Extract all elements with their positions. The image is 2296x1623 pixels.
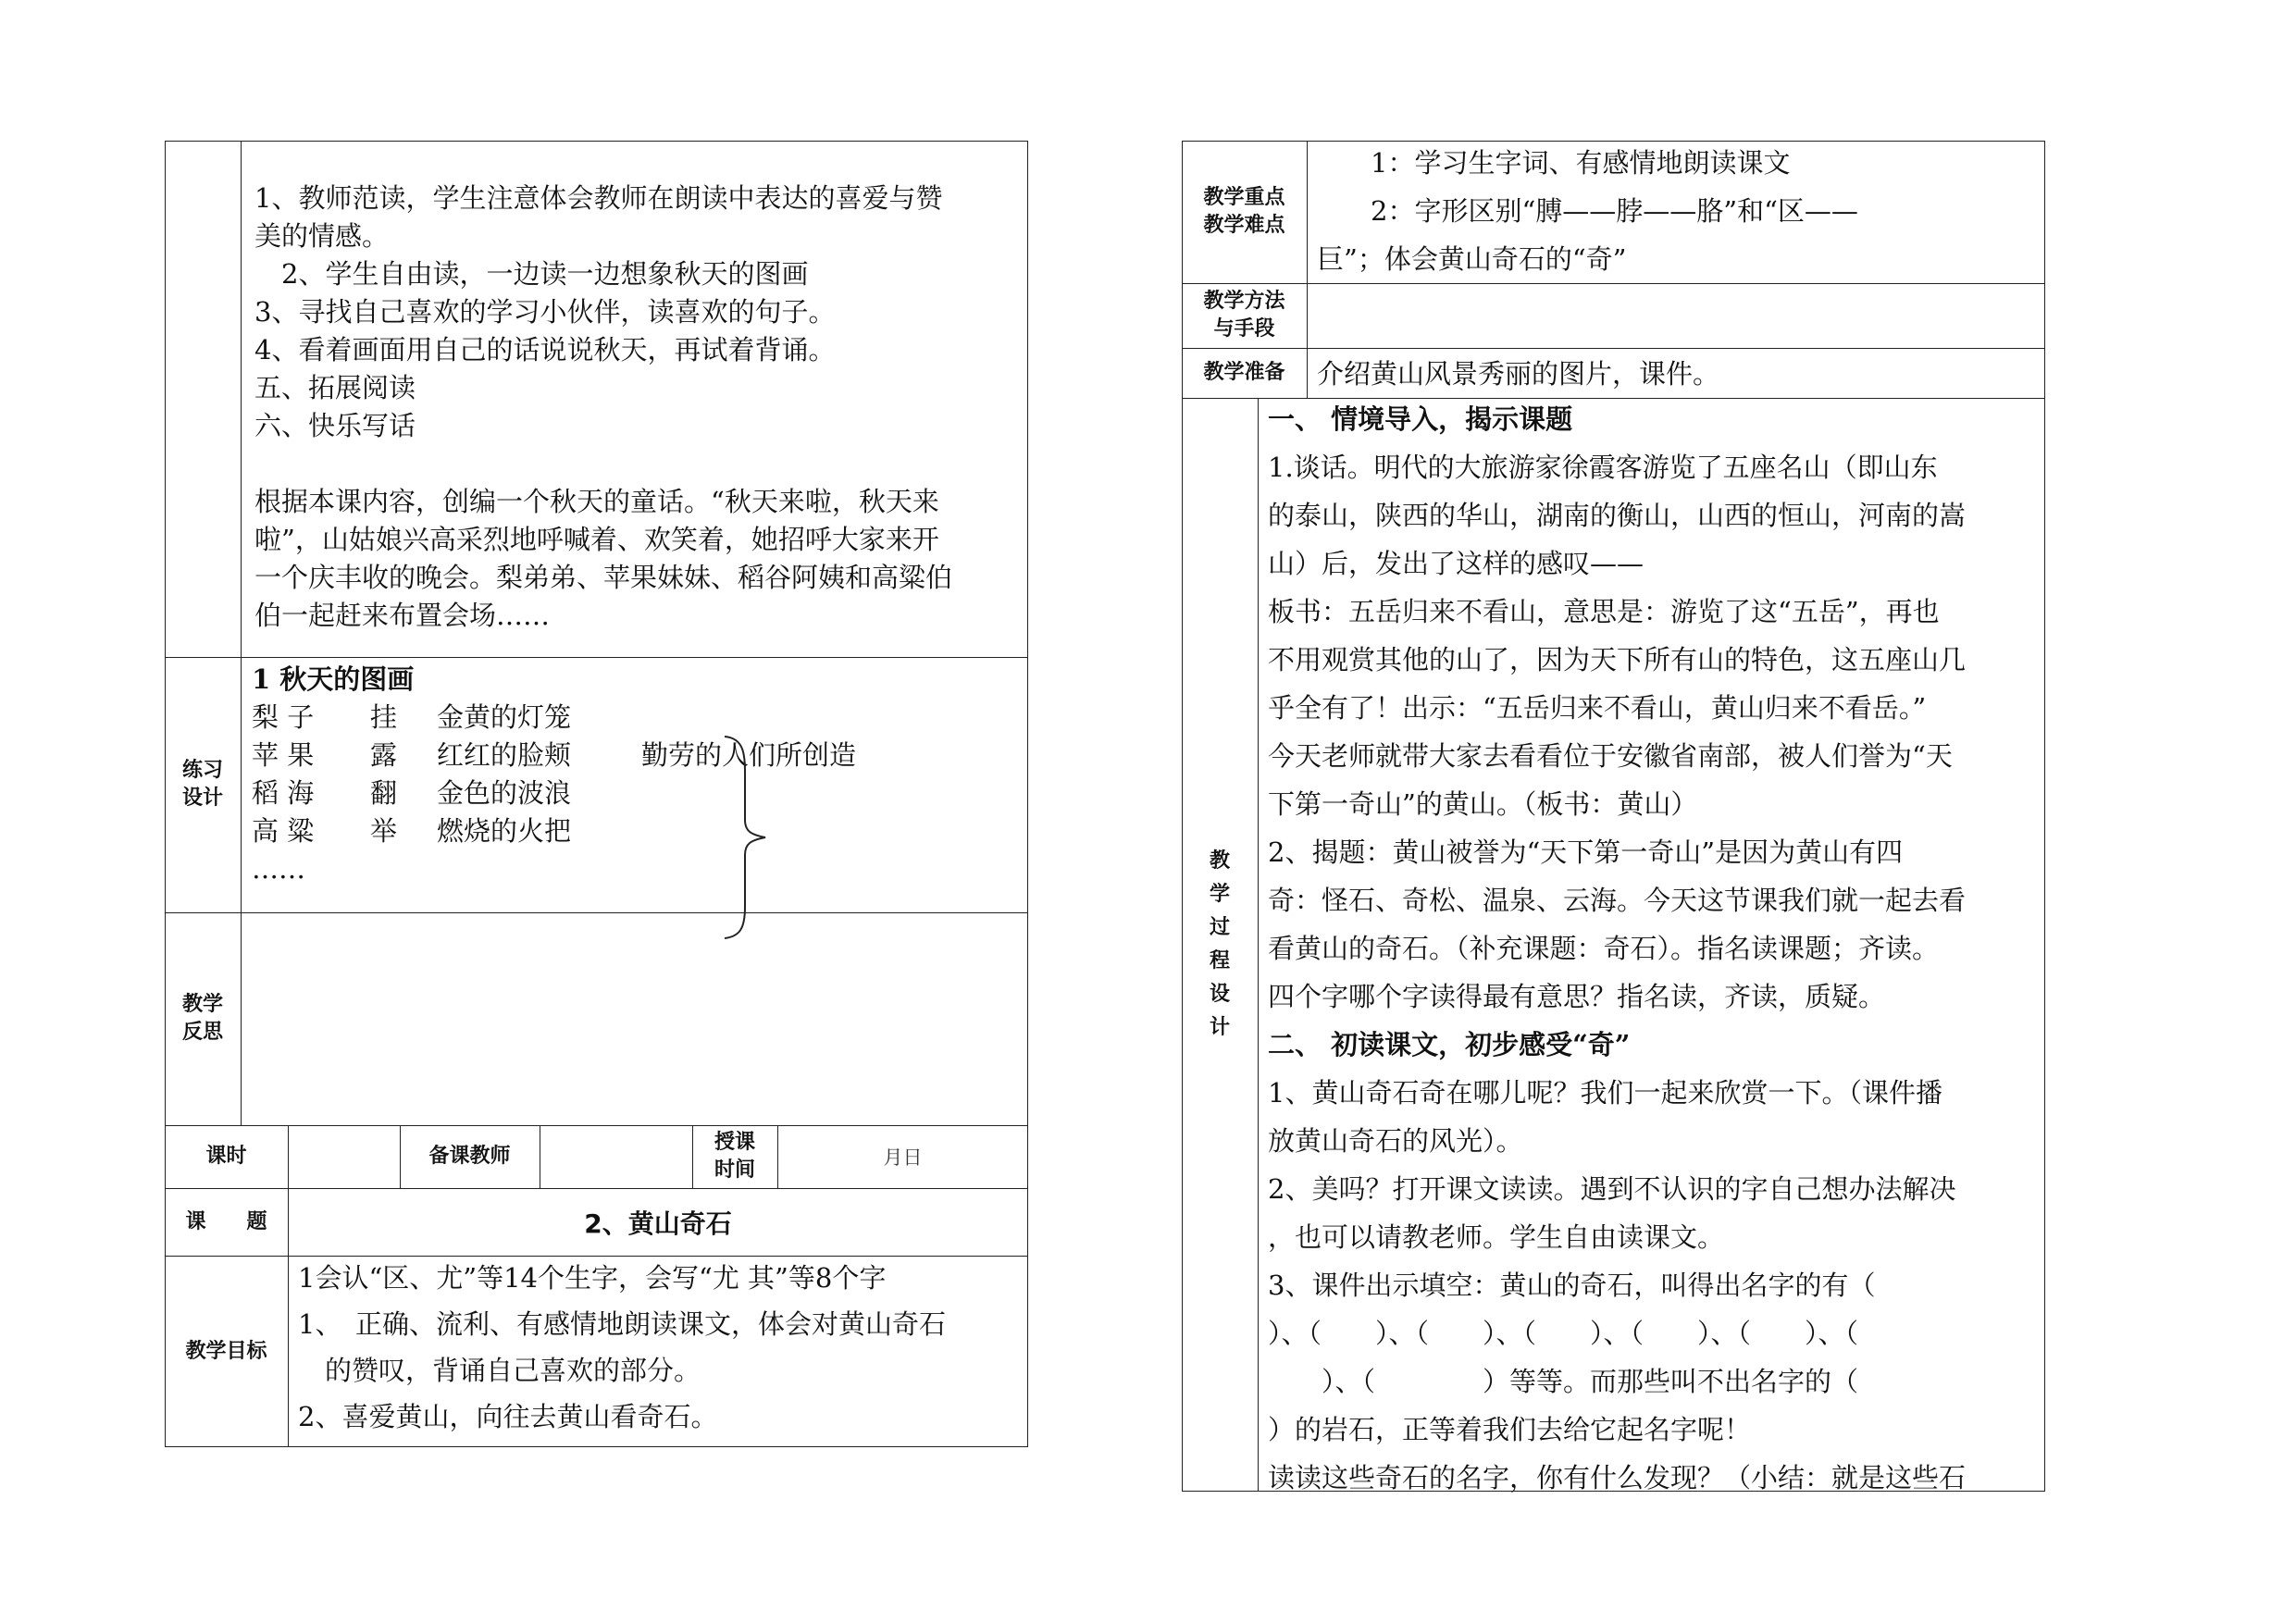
text-line: 1、教师范读，学生注意体会教师在朗读中表达的喜爱与赞: [254, 182, 943, 214]
text-line: 一个庆丰收的晚会。梨弟弟、苹果妹妹、稻谷阿姨和高粱伯: [254, 562, 953, 593]
teacher-label: 备课教师: [428, 1145, 511, 1168]
text-line: 啦”，山姑娘兴高采烈地呼喊着、欢笑着，她招呼大家来开: [254, 524, 939, 555]
goal-label: 教学目标: [185, 1339, 267, 1363]
process-line: 看黄山的奇石。（补充课题：奇石）。指名读课题；齐读。: [1268, 933, 1940, 964]
key-content: [1317, 139, 2039, 283]
text-line: 六、快乐写话: [254, 410, 416, 441]
process-line: 今天老师就带大家去看看位于安徽省南部，被人们誉为“天: [1268, 740, 1953, 772]
key-line: 1：学习生字词、有感情地朗读课文: [1317, 147, 1791, 179]
time-value: 月日: [883, 1146, 923, 1169]
key-difficulty-label: 教学重点 教学难点: [1203, 186, 1285, 237]
text-line: 五、拓展阅读: [254, 372, 416, 403]
process-line: 奇：怪石、奇松、温泉、云海。今天这节课我们就一起去看: [1268, 885, 1967, 916]
practice-note: 勤劳的人们所创造: [641, 739, 857, 771]
teacher-value: [540, 1125, 692, 1188]
process-line: ，也可以请教老师。学生自由读课文。: [1268, 1221, 1725, 1253]
topic-value: 2、黄山奇石: [584, 1208, 732, 1239]
process-line: 四个字哪个字读得最有意思？指名读，齐读，质疑。: [1268, 981, 1886, 1012]
reflection-label: 教学 反思: [181, 993, 223, 1044]
method-label: 教学方法 与手段: [1203, 290, 1285, 341]
goal-line: 1、 正确、流利、有感情地朗读课文，体会对黄山奇石: [298, 1308, 946, 1340]
process-line: 山）后，发出了这样的感叹——: [1268, 548, 1644, 579]
time-label: 授课 时间: [714, 1131, 755, 1182]
practice-row: 高 粱 举 燃烧的火把: [252, 815, 572, 847]
practice-ellipsis: ……: [252, 853, 305, 885]
process-content: [1268, 395, 2041, 1502]
process-line: 下第一奇山”的黄山。（板书：黄山）: [1268, 788, 1698, 820]
topic-label: 课 题: [185, 1209, 267, 1233]
col-divider: [1307, 141, 1308, 398]
process-line: ）、（ ）等等。而那些叫不出名字的（: [1268, 1366, 1859, 1397]
practice-title: 1 秋天的图画: [252, 663, 415, 695]
text-line: 美的情感。: [254, 220, 390, 252]
text-line: 3、寻找自己喜欢的学习小伙伴，读喜欢的句子。: [254, 296, 836, 328]
process-heading: 二、 初读课文，初步感受“奇”: [1268, 1029, 1631, 1060]
goal-line: 的赞叹，背诵自己喜欢的部分。: [298, 1355, 701, 1386]
process-line: 板书：五岳归来不看山，意思是：游览了这“五岳”，再也: [1268, 596, 1940, 627]
curly-brace-icon: [717, 731, 773, 944]
period-label: 课时: [205, 1145, 247, 1168]
process-line: ）的岩石，正等着我们去给它起名字呢！: [1268, 1414, 1752, 1445]
practice-label: 练习 设计: [181, 759, 223, 810]
process-line: ）、（ ）、（ ）、（ ）、（ ）、（ ）、（: [1268, 1318, 1859, 1349]
goal-content: [298, 1255, 1024, 1440]
process-heading: 一、 情境导入，揭示课题: [1268, 403, 1573, 435]
process-line: 1.谈话。明代的大旅游家徐霞客游览了五座名山（即山东: [1268, 452, 1938, 483]
goal-line: 1会认“区、尤”等14个生字，会写“尤 其”等8个字: [298, 1262, 887, 1294]
process-line: 不用观赏其他的山了，因为天下所有山的特色，这五座山几: [1268, 644, 1967, 675]
practice-row: 苹 果 露 红红的脸颊: [252, 739, 572, 771]
process-line: 读读这些奇石的名字，你有什么发现？（小结：就是这些石: [1268, 1462, 1967, 1493]
period-value: [288, 1125, 400, 1188]
process-line: 乎全有了！出示：“五岳归来不看山，黄山归来不看岳。”: [1268, 692, 1927, 724]
prep-value: 介绍黄山风景秀丽的图片，课件。: [1317, 358, 1720, 390]
goal-line: 2、喜爱黄山，向往去黄山看奇石。: [298, 1401, 718, 1432]
practice-content: [252, 661, 1020, 888]
text-line: 伯一起赶来布置会场……: [254, 600, 551, 631]
text-line: 根据本课内容，创编一个秋天的童话。“秋天来啦，秋天来: [254, 486, 939, 517]
text-line: 4、看着画面用自己的话说说秋天，再试着背诵。: [254, 334, 836, 365]
process-label: 教 学 过 程 设 计: [1209, 849, 1230, 1039]
process-line: 1、黄山奇石奇在哪儿呢？我们一起来欣赏一下。（课件播: [1268, 1077, 1942, 1109]
process-line: 2、揭题：黄山被誉为“天下第一奇山”是因为黄山有四: [1268, 836, 1904, 868]
text-line: 2、学生自由读，一边读一边想象秋天的图画: [254, 258, 809, 290]
row-divider: [165, 912, 1028, 913]
row-divider: [165, 657, 1028, 658]
process-line: 3、课件出示填空：黄山的奇石，叫得出名字的有（: [1268, 1270, 1876, 1301]
key-line: 2：字形区别“膊——脖——胳”和“区——: [1317, 195, 1858, 227]
practice-row: 稻 海 翻 金色的波浪: [252, 777, 572, 809]
method-value: [1317, 283, 2039, 348]
prep-label: 教学准备: [1203, 361, 1285, 384]
process-line: 的泰山，陕西的华山，湖南的衡山，山西的恒山，河南的嵩: [1268, 500, 1967, 531]
col-divider: [1258, 398, 1259, 1492]
text-line: [254, 445, 1023, 483]
key-line: 巨”；体会黄山奇石的“奇”: [1317, 243, 1627, 275]
left-label-column-divider: [241, 141, 242, 1126]
activity-text-block: [254, 180, 1023, 635]
process-line: 2、美吗？打开课文读读。遇到不认识的字自己想办法解决: [1268, 1173, 1956, 1205]
process-line: 放黄山奇石的风光）。: [1268, 1125, 1523, 1157]
row-divider: [1182, 348, 2045, 349]
practice-row: 梨 子 挂 金黄的灯笼: [252, 701, 572, 733]
